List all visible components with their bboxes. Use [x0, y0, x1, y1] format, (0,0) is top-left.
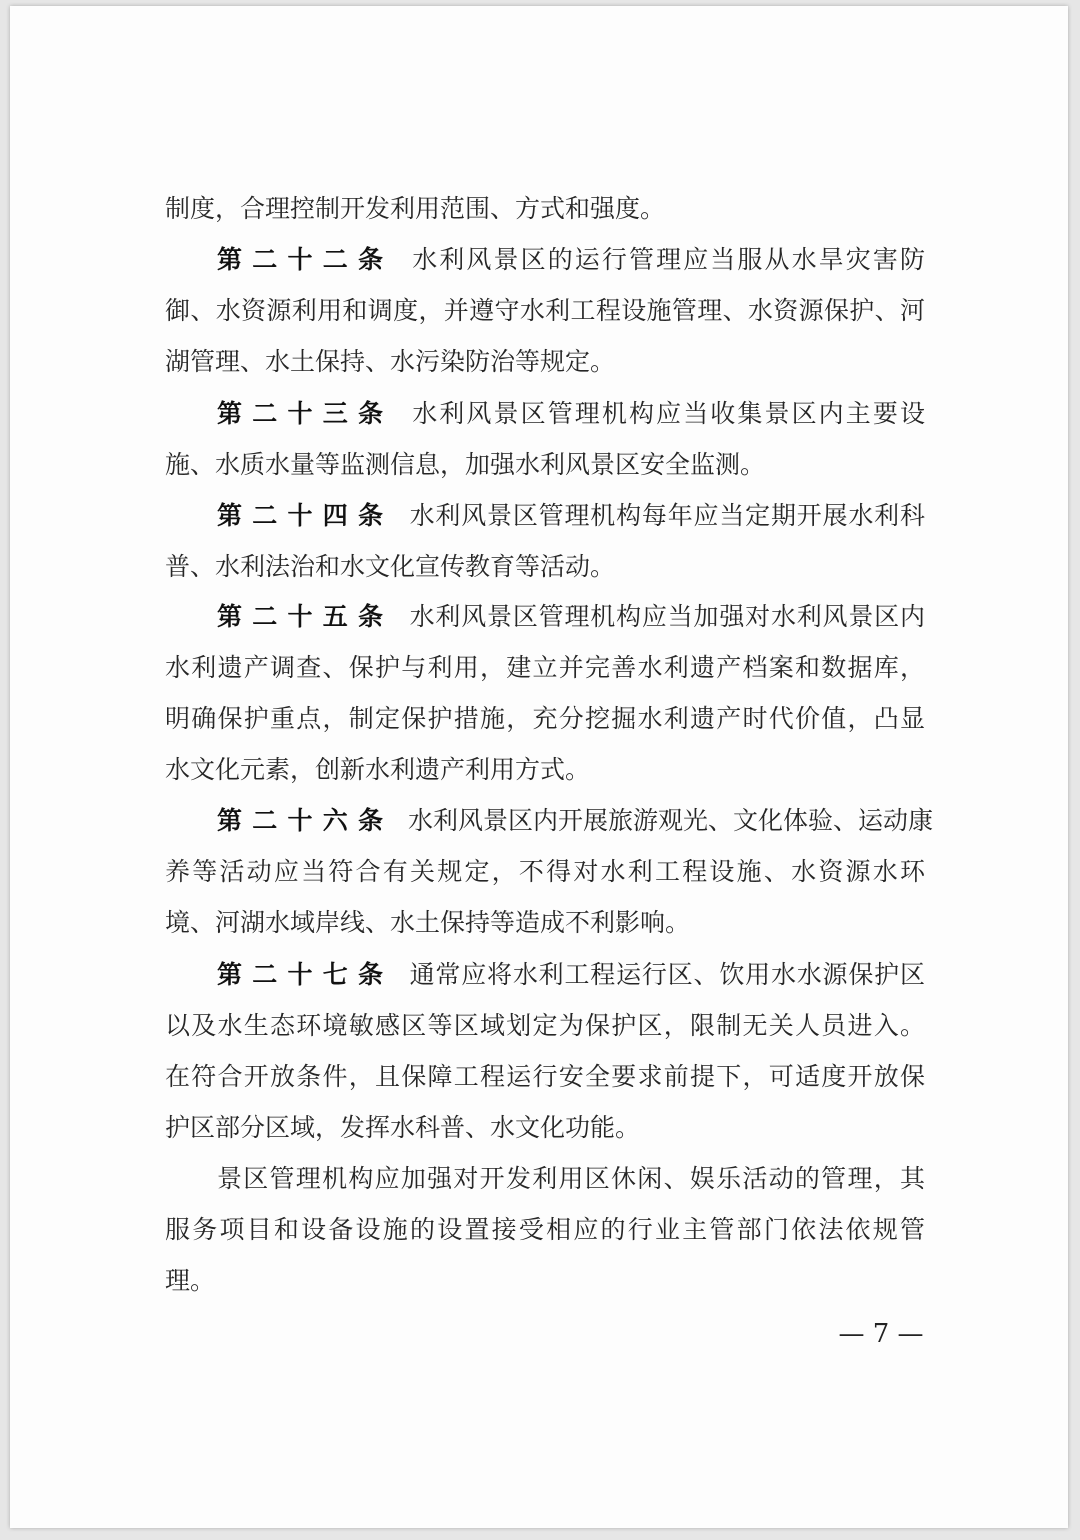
page-number: — 7 — — [838, 1319, 924, 1349]
article-heading: 第二十六条 — [217, 806, 383, 835]
article-heading: 第二十三条 — [217, 399, 383, 428]
body-line: 明确保护重点，制定保护措施，充分挖掘水利遗产时代价值，凸显 — [165, 704, 925, 733]
body-line: 境、河湖水域岸线、水土保持等造成不利影响。 — [165, 908, 691, 937]
article-heading: 第二十七条 — [217, 960, 383, 989]
body-line: 服务项目和设备设施的设置接受相应的行业主管部门依法依规管 — [165, 1215, 925, 1244]
body-line: 在符合开放条件，且保障工程运行安全要求前提下，可适度开放保 — [165, 1062, 925, 1091]
body-line: 水利遗产调查、保护与利用，建立并完善水利遗产档案和数据库， — [165, 653, 925, 682]
body-line: 水利风景区管理机构应当加强对水利风景区内 — [409, 602, 925, 631]
body-line: 普、水利法治和水文化宣传教育等活动。 — [165, 552, 616, 581]
body-line: 通常应将水利工程运行区、饮用水水源保护区 — [409, 960, 925, 989]
body-line: 水利风景区的运行管理应当服从水旱灾害防 — [412, 245, 925, 274]
body-line: 施、水质水量等监测信息，加强水利风景区安全监测。 — [165, 450, 766, 479]
body-line: 水文化元素，创新水利遗产利用方式。 — [165, 755, 591, 784]
article-23-line — [217, 394, 925, 434]
article-heading: 第二十二条 — [217, 245, 383, 274]
body-line: 御、水资源利用和调度，并遵守水利工程设施管理、水资源保护、河 — [165, 296, 925, 325]
body-line: 湖管理、水土保持、水污染防治等规定。 — [165, 347, 616, 376]
body-line: 水利风景区管理机构应当收集景区内主要设 — [412, 399, 925, 428]
article-heading: 第二十四条 — [217, 501, 383, 530]
body-line: 景区管理机构应加强对开发利用区休闲、娱乐活动的管理，其 — [217, 1164, 925, 1193]
article-25-line — [217, 597, 925, 637]
article-26-line — [217, 801, 934, 841]
body-line: 水利风景区管理机构每年应当定期开展水利科 — [409, 501, 925, 530]
body-line: 水利风景区内开展旅游观光、文化体验、运动康 — [408, 806, 934, 835]
article-27-line — [217, 955, 925, 995]
body-line: 养等活动应当符合有关规定，不得对水利工程设施、水资源水环 — [165, 857, 925, 886]
article-24-line — [217, 496, 925, 536]
body-line: 制度，合理控制开发利用范围、方式和强度。 — [165, 194, 666, 223]
article-22-line — [217, 240, 925, 280]
body-line: 护区部分区域，发挥水科普、水文化功能。 — [165, 1113, 641, 1142]
article-heading: 第二十五条 — [217, 602, 383, 631]
body-line: 以及水生态环境敏感区等区域划定为保护区，限制无关人员进入。 — [165, 1011, 925, 1040]
body-line: 理。 — [165, 1266, 216, 1295]
